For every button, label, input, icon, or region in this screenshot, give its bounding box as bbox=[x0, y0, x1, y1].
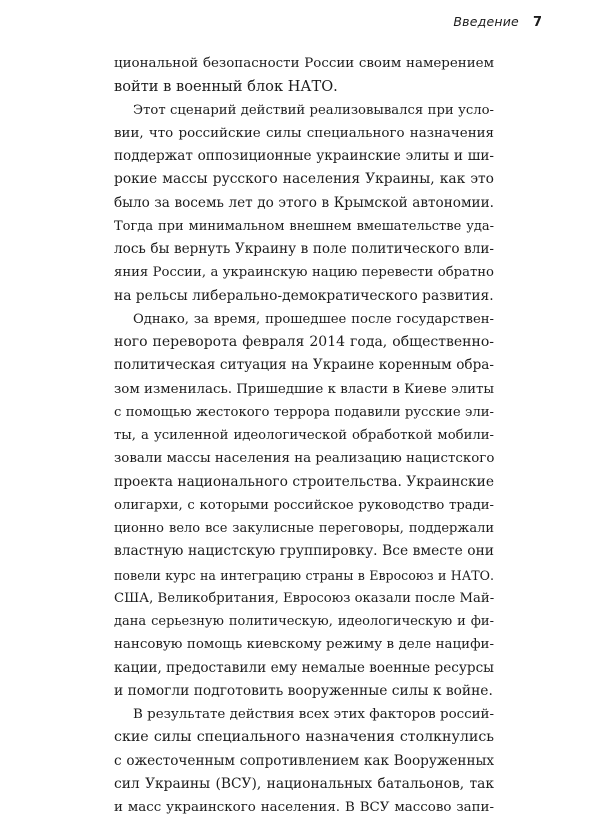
text-line: нансовую помощь киевскому режиму в деле нацифи- bbox=[114, 637, 494, 653]
text-line: кации, предоставили ему немалые военные ресурсы bbox=[114, 659, 494, 676]
text-line: с ожесточенным сопротивлением как Вооруженных bbox=[114, 752, 494, 769]
page-number: 7 bbox=[532, 15, 542, 30]
text-line: зовали массы населения на реализацию нацистского bbox=[114, 451, 494, 467]
text-line: политическая ситуация на Украине коренным обра- bbox=[114, 357, 494, 374]
paragraph bbox=[114, 308, 494, 703]
text-line: ционно вело все закулисные переговоры, поддержали bbox=[114, 521, 494, 536]
text-line: властную нацистскую группировку. Все вместе они bbox=[114, 543, 494, 560]
text-line: повели курс на интеграцию страны в Евросоюз и НАТО. bbox=[114, 567, 494, 583]
text-line: ские силы специального назначения столкнулись bbox=[114, 729, 494, 746]
text-line: Этот сценарий действий реализовывался при усло- bbox=[133, 102, 494, 118]
body-text bbox=[114, 52, 494, 819]
text-line: В результате действия всех этих факторов россий- bbox=[133, 707, 494, 722]
text-line: вии, что российские силы специального назначения bbox=[114, 125, 494, 141]
text-line: дана серьезную политическую, идеологическую и фи- bbox=[114, 614, 494, 629]
text-line: и помогли подготовить вооруженные силы к войне. bbox=[114, 682, 493, 699]
text-line: с помощью жестокого террора подавили русские эли- bbox=[114, 404, 494, 420]
text-line: США, Великобритания, Евросоюз оказали после Май- bbox=[114, 590, 494, 606]
text-line: рокие массы русского населения Украины, как это bbox=[114, 171, 494, 188]
text-line: проекта национального строительства. Украинские bbox=[114, 473, 494, 490]
text-line: и масс украинского населения. В ВСУ массово запи- bbox=[114, 800, 494, 815]
paragraph bbox=[114, 703, 494, 819]
text-line: сил Украины (ВСУ), национальных батальонов, так bbox=[114, 775, 494, 792]
paragraph bbox=[114, 99, 494, 308]
running-header bbox=[453, 14, 542, 30]
text-line: Однако, за время, прошедшее после государствен- bbox=[133, 311, 494, 327]
text-line: войти в военный блок НАТО. bbox=[114, 78, 338, 96]
section-title: Введение bbox=[453, 14, 519, 29]
text-line: олигархи, с которыми российское руководство тради- bbox=[114, 497, 494, 513]
text-line: Тогда при минимальном внешнем вмешательстве уда- bbox=[114, 218, 494, 234]
text-line: лось бы вернуть Украину в поле политического вли- bbox=[114, 241, 494, 257]
text-line: на рельсы либерально-демократического развития. bbox=[114, 287, 494, 304]
text-line: было за восемь лет до этого в Крымской автономии. bbox=[114, 194, 494, 211]
text-line: ты, а усиленной идеологической обработкой мобили- bbox=[114, 428, 494, 443]
text-line: поддержат оппозиционные украинские элиты и ши- bbox=[114, 148, 494, 164]
text-line: яния России, а украинскую нацию перевести обратно bbox=[114, 265, 494, 281]
text-line: зом изменилась. Пришедшие к власти в Киеве элиты bbox=[114, 381, 494, 397]
text-line: ного переворота февраля 2014 года, общественно- bbox=[114, 334, 494, 350]
paragraph bbox=[114, 52, 494, 99]
text-line: циональной безопасности России своим намерением bbox=[114, 56, 494, 71]
